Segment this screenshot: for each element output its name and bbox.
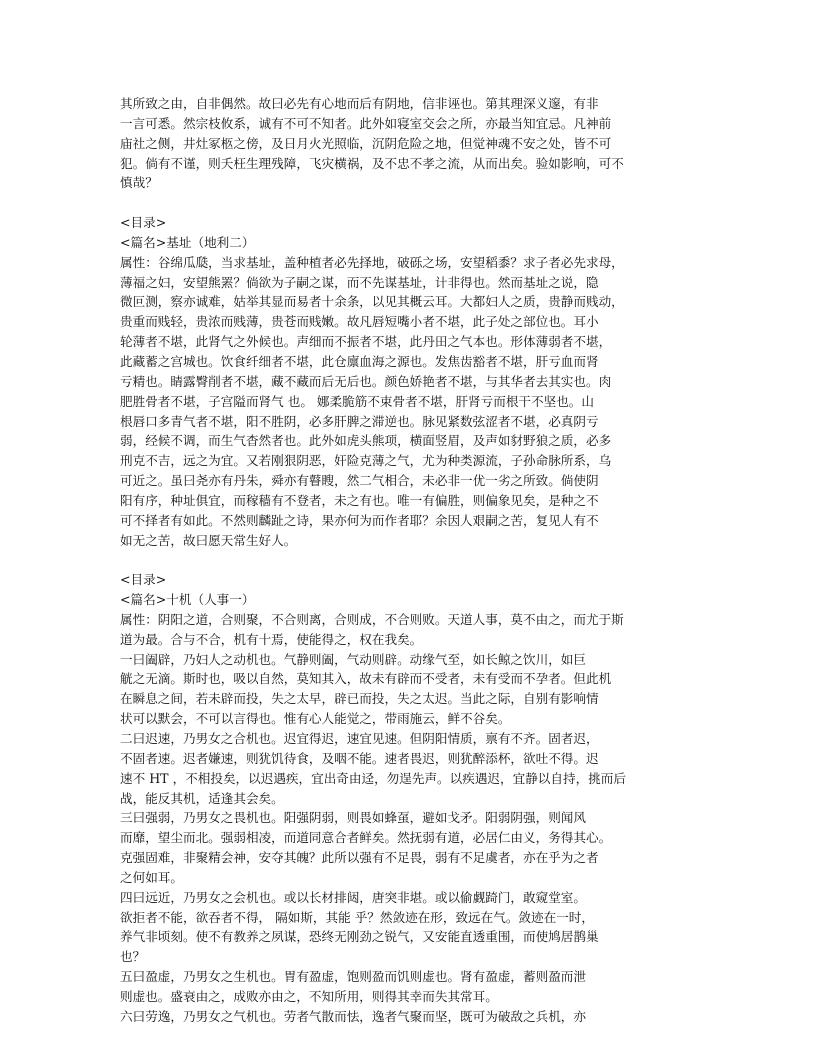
text-line: <目录>	[120, 215, 167, 231]
text-line: 克强固难，非聚精会神，安夺其魄？此所以强有不足畏，弱有不足虞者，亦在乎为之者	[120, 850, 599, 866]
document-page	[120, 94, 690, 1027]
text-line: 欲拒者不能，欲吞者不得， 隔如斯，其能 乎？然敛迹在形，致远在气。敛迹在一时，	[120, 909, 594, 925]
text-line: 庙社之侧，井灶冢柩之傍，及日月火光照临，沉阴危险之地，但觉神魂不安之处，皆不可	[120, 135, 612, 151]
text-line: 六曰劳逸，乃男女之气机也。劳者气散而怯，逸者气聚而坚，既可为破敌之兵机，亦	[120, 1008, 586, 1024]
text-line: 三曰强弱，乃男女之畏机也。阳强阴弱，则畏如蜂虿，避如戈矛。阳弱阴强，则闻风	[120, 810, 586, 826]
text-line: 觥之无滴。斯时也，吸以自然，莫知其入，故未有辟而不受者，未有受而不孕者。但此机	[120, 671, 612, 687]
text-line: 二曰迟速，乃男女之合机也。迟宜得迟，速宜见速。但阴阳情质，禀有不齐。固者迟，	[120, 731, 599, 746]
text-line: 也？	[120, 949, 146, 965]
text-line: 速不 HT ，不相投矣，以迟遇疾，宜出奇由迳，勿逞先声。以疾遇迟，宜静以自持，挑而后	[120, 770, 626, 786]
text-line: 弱，经候不调，而生气杳然者也。此外如虎头熊项，横面竖眉，及声如豺野狼之质，必多	[120, 433, 612, 449]
text-line: 微叵测，察亦诚难，姑举其显而易者十余条，以见其概云耳。大都妇人之质，贵静而贱动，	[120, 294, 624, 310]
text-line: 慎哉？	[120, 175, 158, 191]
text-line: 一曰阖辟，乃妇人之动机也。气静则阖，气动则辟。动缘气至，如长鲸之饮川，如巨	[120, 651, 586, 667]
text-line: 可不择者有如此。不然则麟趾之诗，果亦何为而作者耶？余因人艰嗣之苦，复见人有不	[120, 512, 599, 528]
text-line: 则虚也。盛衰由之，成败亦由之，不知所用，则得其幸而失其常耳。	[120, 988, 498, 1004]
text-line: 此藏蓄之宫城也。饮食纤细者不堪，此仓廪血海之源也。发焦齿豁者不堪，肝亏血而肾	[120, 353, 599, 369]
text-line: 道为最。合与不合，机有十焉，使能得之，权在我矣。	[120, 631, 423, 647]
text-line: <目录>	[120, 572, 167, 588]
text-line: 属性：阴阳之道，合则聚，不合则离，合则成，不合则败。天道人事，莫不由之，而尤于斯	[120, 611, 624, 627]
text-line: 四曰远近，乃男女之会机也。或以长材排闼，唐突非堪。或以偷觑踦门，敢窥堂室。	[120, 889, 586, 905]
text-line: 亏精也。睛露臀削者不堪，藏不藏而后无后也。颜色娇艳者不堪，与其华者去其实也。肉	[120, 373, 612, 389]
text-line: <篇名>十机（人事一）	[120, 592, 255, 608]
text-section	[120, 213, 690, 550]
text-line: 五曰盈虚，乃男女之生机也。胃有盈虚，饱则盈而饥则虚也。肾有盈虚，蓄则盈而泄	[120, 969, 586, 985]
text-line: 如无之苦，故曰愿天常生好人。	[120, 532, 297, 548]
text-line: 犯。倘有不谨，则夭枉生理残障，飞灾横祸，及不忠不孝之流，从而出矣。验如影响，可不	[120, 155, 624, 171]
text-line: 属性：谷绵瓜瓞，当求基址，盖种植者必先择地，破砾之场，安望稻黍？求子者必先求母，	[120, 254, 624, 270]
text-line: 阳有序，种址俱宜，而稼穑有不登者，未之有也。唯一有偏胜，则偏象见矣，是种之不	[120, 492, 599, 508]
text-line: 刑克不吉，远之为宜。又若刚狠阴恶，奸险克薄之气，尤为种类源流，子孙命脉所系，乌	[120, 453, 612, 469]
text-line: 轮薄者不堪，此肾气之外候也。声细而不振者不堪，此丹田之气本也。形体薄弱者不堪，	[120, 334, 612, 350]
text-line: 可近之。虽曰尧亦有丹朱，舜亦有瞽瞍，然二气相合，未必非一优一劣之所致。倘使阴	[120, 473, 599, 489]
paragraph-gap	[120, 550, 690, 570]
text-line: 其所致之由，自非偶然。故曰必先有心地而后有阴地，信非诬也。第其理深义邃，有非	[120, 96, 599, 111]
text-line: <篇名>基址（地利二）	[120, 234, 255, 250]
text-line: 肥胜骨者不堪，子宫隘而肾气 也。 娜柔脆筋不束骨者不堪，肝肾亏而根干不坚也。山	[120, 393, 594, 409]
text-section	[120, 570, 690, 1026]
text-line: 而靡，望尘而北。强弱相凌，而道同意合者鲜矣。然抚弱有道，必居仁由义，务得其心。	[120, 830, 612, 846]
text-line: 养气非顷刻。使不有教养之夙谋，恐终无刚劲之锐气，又安能直透重围，而使鸠居鹊巢	[120, 929, 599, 945]
text-line: 薄福之妇，安望熊罴？倘欲为子嗣之谋，而不先谋基址，计非得也。然而基址之说，隐	[120, 274, 599, 290]
text-line: 之何如耳。	[120, 869, 183, 885]
text-line: 战，能反其机，适逢其会矣。	[120, 790, 284, 806]
paragraph-gap	[120, 193, 690, 213]
text-line: 一言可悉。然宗枝攸系，诚有不可不知者。此外如寝室交会之所，亦最当知宜忌。凡神前	[120, 115, 612, 131]
text-line: 贵重而贱轻，贵浓而贱薄，贵苍而贱嫩。故凡唇短嘴小者不堪，此子处之部位也。耳小	[120, 314, 599, 330]
text-line: 状可以默会，不可以言得也。惟有心人能觉之，带雨施云，鲜不谷矣。	[120, 711, 511, 727]
text-line: 不固者速。迟者嫌速，则犹饥待食，及咽不能。速者畏迟，则犹醉添杯，欲吐不得。迟	[120, 750, 599, 766]
text-line: 根唇口多青气者不堪，阳不胜阴，必多肝脾之滞逆也。脉见紧数弦涩者不堪，必真阴亏	[120, 413, 599, 429]
text-line: 在瞬息之间，若未辟而投，失之太早，辟已而投，失之太迟。当此之际，自别有影响情	[120, 691, 599, 707]
text-section	[120, 94, 690, 193]
